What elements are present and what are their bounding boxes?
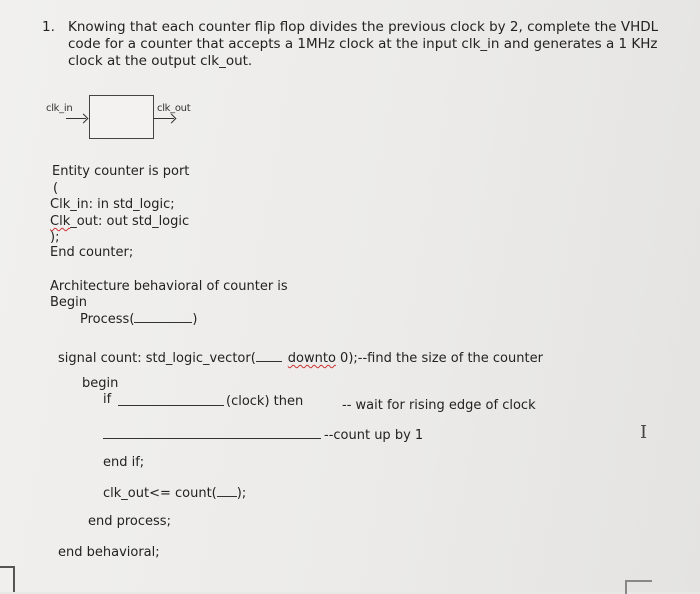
count-bit-blank[interactable] — [217, 485, 237, 497]
process-close-paren: ) — [192, 312, 198, 327]
if-comment: -- wait for rising edge of clock — [342, 398, 536, 413]
signal-declaration — [58, 350, 543, 367]
end-behavioral: end behavioral; — [58, 545, 160, 560]
if-clock-then: (clock) then — [226, 394, 304, 409]
clk-out-rest: _out: out std_logic — [70, 214, 190, 229]
process-line — [80, 311, 197, 328]
end-entity: End counter; — [50, 245, 134, 260]
question-line-3: clock at the output clk_out. — [68, 53, 253, 69]
question-number: 1. — [42, 19, 55, 35]
process-sensitivity-blank[interactable] — [134, 311, 192, 323]
output-arrow — [154, 118, 174, 119]
signal-prefix: signal count: std_logic_vector( — [58, 351, 256, 366]
clk-in-declaration: Clk_in: in std_logic; — [50, 197, 175, 212]
count-statement-blank[interactable] — [103, 438, 321, 439]
entity-close-paren: ); — [50, 230, 60, 245]
vector-size-blank[interactable] — [256, 350, 282, 362]
input-arrow — [66, 118, 86, 119]
clk-out-declaration — [50, 214, 189, 230]
process-keyword: Process( — [80, 312, 135, 327]
question-line-1: Knowing that each counter flip flop divides the previous clock by 2, complete the VHDL — [68, 19, 659, 35]
begin-keyword: Begin — [50, 295, 88, 310]
architecture-line: Architecture behavioral of counter is — [50, 279, 288, 294]
page-corner-left — [0, 566, 15, 592]
if-keyword: if — [103, 392, 112, 407]
count-comment: --count up by 1 — [324, 428, 424, 443]
downto-keyword: downto — [287, 351, 336, 366]
signal-suffix: 0);--find the size of the counter — [335, 351, 543, 366]
clk-out-assign-close: ); — [236, 486, 247, 501]
text-cursor-icon: I — [640, 422, 648, 443]
clk-out-word: Clk — [50, 214, 71, 229]
end-process: end process; — [88, 514, 171, 529]
entity-line: Entity counter is port — [52, 164, 190, 179]
process-begin: begin — [82, 376, 119, 391]
counter-block — [89, 95, 154, 139]
end-if: end if; — [103, 455, 145, 470]
question-line-2: code for a counter that accepts a 1MHz clock at the input clk_in and generates a 1 KHz — [68, 36, 658, 52]
diagram-output-label: clk_out — [157, 103, 191, 114]
if-condition-blank[interactable] — [118, 405, 224, 406]
entity-open-paren: ( — [53, 181, 59, 196]
clk-out-assign-text: clk_out<= count( — [103, 486, 217, 501]
clk-out-assignment — [103, 485, 246, 502]
diagram-input-label: clk_in — [46, 103, 73, 114]
